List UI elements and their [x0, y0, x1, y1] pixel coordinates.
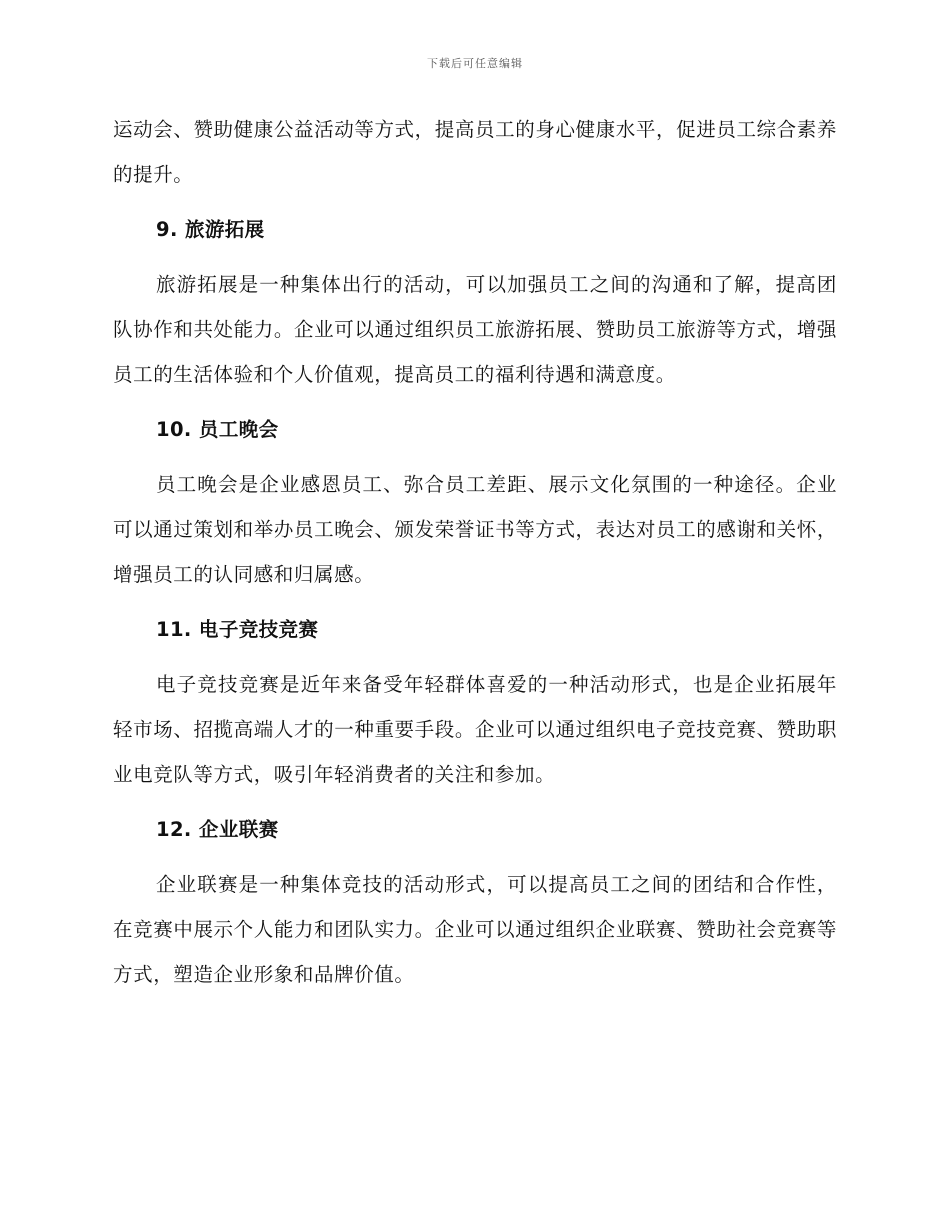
- section-paragraph: 电子竞技竞赛是近年来备受年轻群体喜爱的一种活动形式，也是企业拓展年轻市场、招揽高端人才的一种重要手段。企业可以通过组织电子竞技竞赛、赞助职业电竞队等方式，吸引年轻消费者的关注和参加。: [113, 673, 837, 786]
- section-heading: 9. 旅游拓展: [156, 218, 265, 241]
- section-paragraph: 企业联赛是一种集体竞技的活动形式，可以提高员工之间的团结和合作性，在竞赛中展示个人能力和团队实力。企业可以通过组织企业联赛、赞助社会竞赛等方式，塑造企业形象和品牌价值。: [113, 873, 837, 986]
- section-heading: 12. 企业联赛: [156, 818, 279, 841]
- section-paragraph: 员工晚会是企业感恩员工、弥合员工差距、展示文化氛围的一种途径。企业可以通过策划和举办员工晚会、颁发荣誉证书等方式，表达对员工的感谢和关怀，增强员工的认同感和归属感。: [113, 473, 837, 586]
- intro-paragraph: 运动会、赞助健康公益活动等方式，提高员工的身心健康水平，促进员工综合素养的提升。: [113, 118, 837, 186]
- document-body: [113, 107, 837, 1007]
- section-heading: 11. 电子竞技竞赛: [156, 618, 319, 641]
- section-11: [113, 607, 837, 797]
- section-9: [113, 207, 837, 397]
- section-10: [113, 407, 837, 597]
- section-12: [113, 807, 837, 997]
- header-note: 下载后可任意编辑: [427, 57, 523, 70]
- section-paragraph: 旅游拓展是一种集体出行的活动，可以加强员工之间的沟通和了解，提高团队协作和共处能力。企业可以通过组织员工旅游拓展、赞助员工旅游等方式，增强员工的生活体验和个人价值观，提高员工的福利待遇和满意度。: [113, 273, 837, 386]
- section-heading: 10. 员工晚会: [156, 418, 279, 441]
